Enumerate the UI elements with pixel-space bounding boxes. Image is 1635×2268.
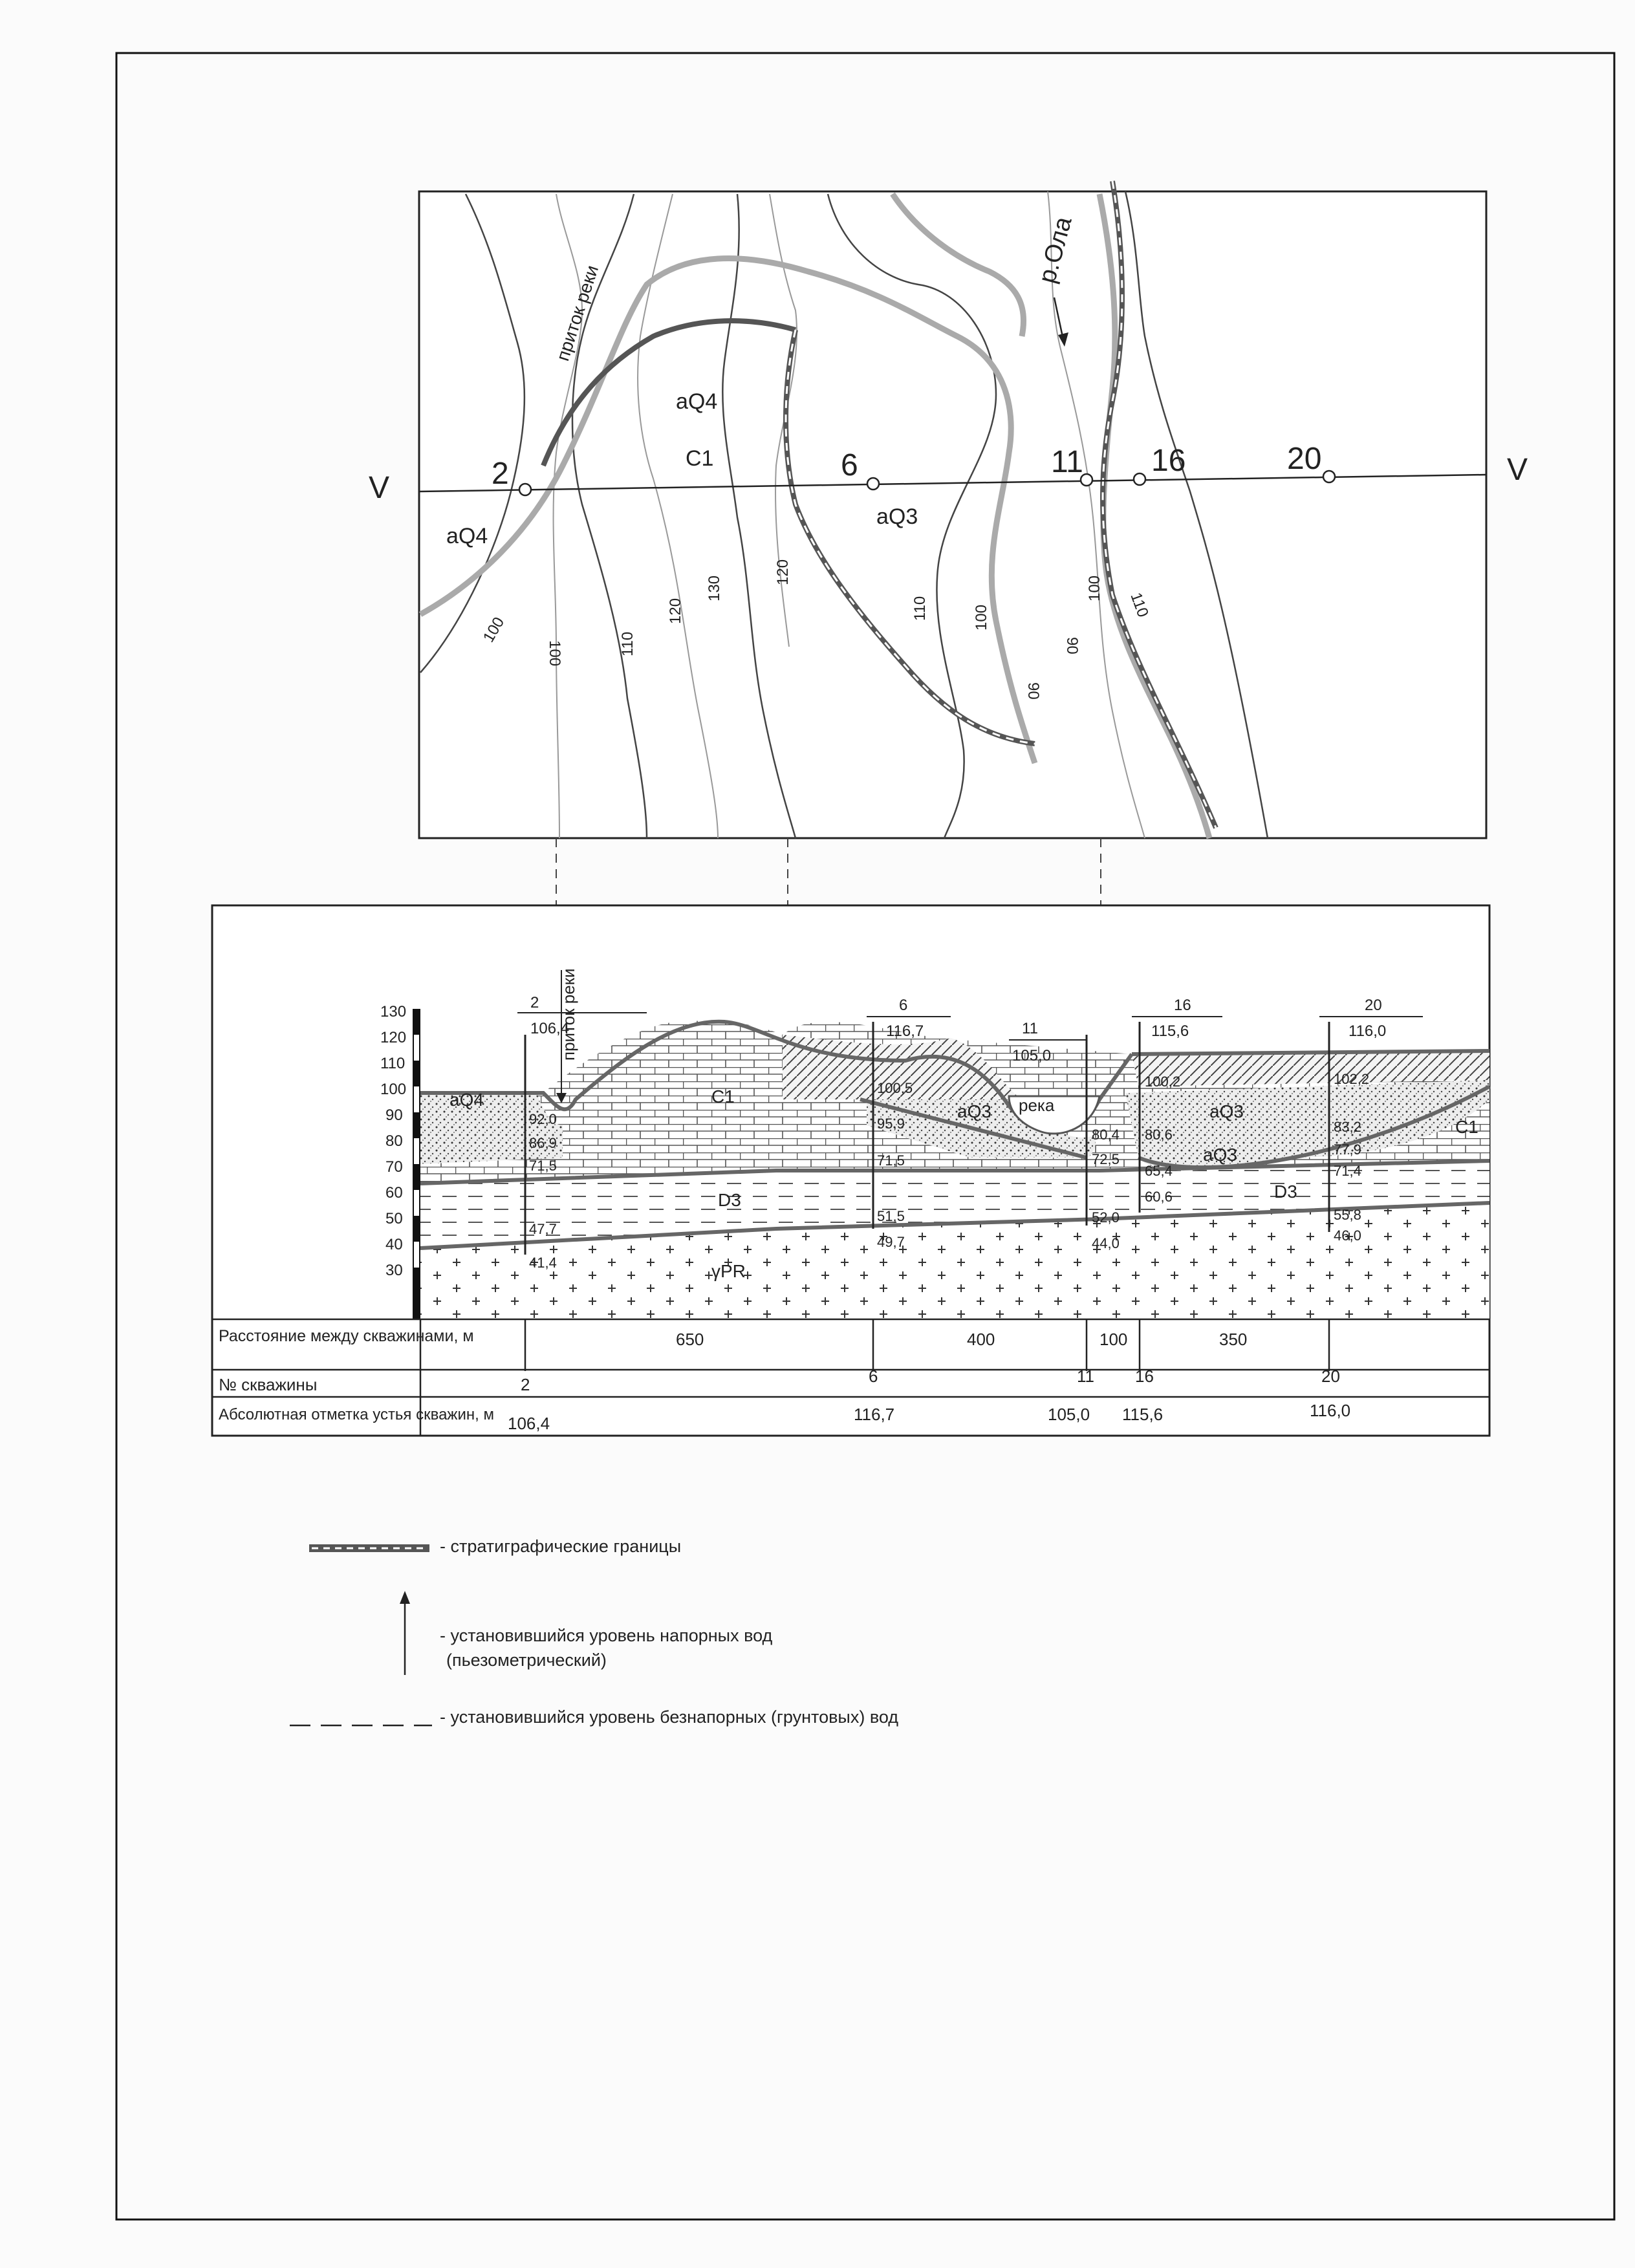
mouth-mark-cell: 105,0 [1048, 1405, 1090, 1424]
well-marker [519, 484, 531, 495]
section-well-no: 11 [1022, 1020, 1038, 1037]
section-tributary-label: приток реки [559, 968, 578, 1061]
well-marker [1134, 473, 1145, 485]
section-unit-label: C1 [711, 1086, 735, 1107]
section-unit-label: aQ4 [449, 1090, 484, 1110]
contour-label: 100 [1086, 575, 1103, 601]
scale-tick-label: 100 [380, 1081, 407, 1098]
section-letter-right: V [1507, 453, 1528, 487]
well-number-cell: 6 [869, 1366, 878, 1386]
scale-tick-label: 50 [385, 1210, 403, 1227]
distance-cell: 350 [1219, 1330, 1248, 1349]
distance-cell: 650 [676, 1330, 704, 1349]
depth-mark: 86,9 [529, 1135, 557, 1151]
section-well-mouth: 115,6 [1151, 1022, 1189, 1040]
scale-tick-label: 70 [385, 1158, 403, 1176]
contour-label: 110 [911, 596, 929, 621]
mouth-mark-cell: 116,7 [854, 1405, 895, 1424]
mouth-mark-cell: 116,0 [1310, 1401, 1351, 1420]
unit-label: aQ3 [876, 504, 918, 529]
unit-label: C1 [686, 446, 714, 471]
depth-mark: 65,4 [1145, 1163, 1173, 1179]
depth-mark: 60,6 [1145, 1189, 1173, 1205]
depth-mark: 95,9 [877, 1116, 905, 1132]
section-unit-label: aQ3 [1203, 1145, 1237, 1165]
legend-piezo-text: - установившийся уровень напорных вод [440, 1626, 773, 1645]
contour-label: 110 [1127, 590, 1152, 620]
depth-mark: 49,7 [877, 1234, 905, 1250]
depth-mark: 77,9 [1334, 1141, 1361, 1158]
section-well-no: 2 [530, 994, 539, 1011]
contour-label: 90 [1024, 682, 1042, 700]
mouth-mark-cell: 106,4 [508, 1414, 550, 1433]
contour-label: 120 [774, 559, 792, 585]
section-well-no: 16 [1174, 997, 1191, 1014]
depth-mark: 92,0 [529, 1111, 557, 1127]
depth-mark: 55,8 [1334, 1207, 1361, 1223]
legend [290, 1537, 898, 1727]
section-unit-label: γPR [711, 1261, 746, 1281]
distance-cell: 100 [1099, 1330, 1128, 1349]
tributary-label: приток реки [552, 263, 603, 363]
unit-label: aQ4 [446, 524, 488, 548]
section-well-mouth: 116,7 [886, 1022, 924, 1040]
well-number-cell: 2 [521, 1375, 530, 1394]
depth-mark: 80,4 [1092, 1127, 1120, 1143]
depth-mark: 41,4 [529, 1255, 557, 1271]
well-marker [867, 478, 879, 490]
section-well-mouth: 105,0 [1012, 1047, 1052, 1064]
map-panel [369, 181, 1528, 838]
scale-tick-label: 130 [380, 1003, 407, 1021]
legend-strat-text: - стратиграфические границы [440, 1537, 682, 1556]
depth-mark: 83,2 [1334, 1119, 1361, 1135]
contour-label: 90 [1063, 637, 1081, 654]
mouth-mark-cell: 115,6 [1122, 1405, 1164, 1424]
distance-cell: 400 [967, 1330, 995, 1349]
section-unit-label: aQ3 [1209, 1101, 1244, 1121]
table-row-label: Расстояние между скважинами, м [219, 1327, 474, 1345]
section-well-no: 6 [899, 997, 908, 1014]
section-unit-label: aQ3 [957, 1101, 991, 1121]
unit-label: aQ4 [676, 389, 718, 414]
well-number-cell: 16 [1135, 1366, 1154, 1386]
table-row-label: Абсолютная отметка устья скважин, м [219, 1406, 494, 1423]
contour-label: 120 [667, 598, 684, 624]
contour-label: 100 [973, 604, 990, 631]
section-letter-left: V [369, 471, 390, 505]
scale-tick-label: 30 [385, 1262, 403, 1279]
depth-mark: 100,2 [1145, 1074, 1181, 1090]
contour-label: 110 [619, 631, 636, 656]
legend-piezo-text-2: (пьезометрический) [446, 1650, 607, 1670]
table-row-label: № скважины [219, 1375, 318, 1394]
depth-mark: 102,2 [1334, 1071, 1370, 1087]
depth-mark: 72,5 [1092, 1151, 1120, 1167]
scale-tick-label: 40 [385, 1236, 403, 1253]
river-label: река [1019, 1096, 1055, 1115]
map-well-label: 6 [841, 448, 858, 482]
well-number-cell: 20 [1321, 1366, 1340, 1386]
depth-mark: 100,5 [877, 1080, 913, 1096]
map-well-label: 20 [1287, 442, 1322, 476]
section-unit-label: D3 [718, 1190, 741, 1210]
section-unit-label: D3 [1274, 1182, 1297, 1202]
scale-tick-label: 80 [385, 1132, 403, 1150]
depth-mark: 80,6 [1145, 1127, 1173, 1143]
well-number-cell: 11 [1077, 1366, 1094, 1386]
scale-tick-label: 120 [380, 1029, 407, 1046]
depth-mark: 51,5 [877, 1208, 905, 1224]
legend-ground-text: - установившийся уровень безнапорных (грунтовых) вод [440, 1707, 899, 1727]
contour-label: 100 [546, 640, 563, 667]
depth-mark: 44,0 [1092, 1235, 1120, 1251]
well-marker [1323, 471, 1335, 482]
map-well-label: 16 [1151, 444, 1186, 478]
depth-mark: 71,5 [877, 1152, 905, 1169]
section-unit-label: C1 [1455, 1117, 1478, 1137]
depth-mark: 52,0 [1092, 1209, 1120, 1226]
depth-mark: 47,7 [529, 1221, 557, 1237]
section-well-mouth: 116,0 [1348, 1022, 1387, 1040]
scale-tick-label: 60 [385, 1184, 403, 1202]
depth-mark: 71,4 [1334, 1163, 1361, 1179]
section-panel [212, 905, 1489, 1436]
contour-label: 100 [479, 614, 508, 645]
depth-mark: 46,0 [1334, 1227, 1361, 1244]
section-well-no: 20 [1365, 997, 1382, 1014]
depth-mark: 71,5 [529, 1158, 557, 1174]
map-well-label: 11 [1051, 445, 1083, 479]
scale-tick-label: 90 [385, 1107, 403, 1124]
section-well-mouth: 106,4 [530, 1020, 570, 1037]
contour-label: 130 [706, 575, 723, 601]
map-well-label: 2 [492, 457, 509, 491]
river-name-label: р.Ола [1034, 213, 1077, 286]
scale-tick-label: 110 [380, 1055, 406, 1072]
